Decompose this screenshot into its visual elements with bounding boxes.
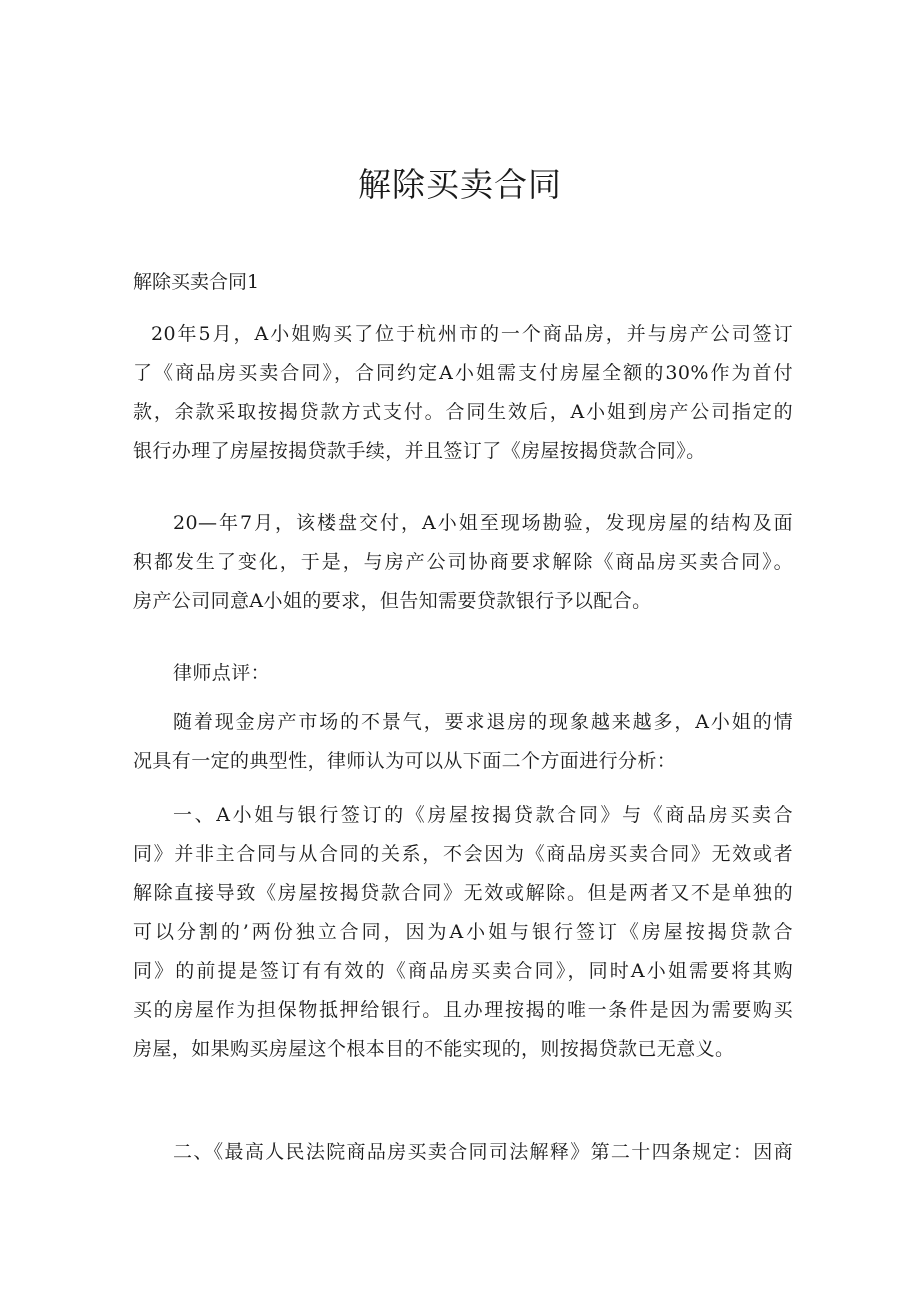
- section-heading: 解除买卖合同1: [133, 271, 260, 293]
- paragraph-4: [133, 703, 793, 781]
- paragraph-line: 20年5月，A小姐购买了位于杭州市的一个商品房，并与房产公司签订: [151, 323, 793, 345]
- paragraph-line: 款，余款采取按揭贷款方式支付。合同生效后，A小姐到房产公司指定的: [133, 401, 793, 423]
- paragraph-6: [133, 1133, 793, 1172]
- paragraph-line: 买的房屋作为担保物抵押给银行。且办理按揭的唯一条件是因为需要购买: [133, 999, 793, 1021]
- paragraph-1: [133, 315, 793, 471]
- paragraph-5: [133, 796, 793, 1069]
- paragraph-line: 解除直接导致《房屋按揭贷款合同》无效或解除。但是两者又不是单独的: [133, 882, 793, 904]
- paragraph-2: [133, 504, 793, 621]
- paragraph-line: 同》并非主合同与从合同的关系，不会因为《商品房买卖合同》无效或者: [133, 843, 793, 865]
- paragraph-line: 积都发生了变化，于是，与房产公司协商要求解除《商品房买卖合同》。: [133, 551, 793, 573]
- paragraph-line: 况具有一定的典型性，律师认为可以从下面二个方面进行分析：: [133, 750, 677, 772]
- paragraph-line: 了《商品房买卖合同》，合同约定A小姐需支付房屋全额的30%作为首付: [133, 362, 793, 384]
- paragraph-line: 房产公司同意A小姐的要求，但告知需要贷款银行予以配合。: [133, 590, 652, 612]
- paragraph-line: 房屋，如果购买房屋这个根本目的不能实现的，则按揭贷款已无意义。: [133, 1038, 735, 1060]
- paragraph-line: 可以分割的’两份独立合同，因为A小姐与银行签订《房屋按揭贷款合: [133, 921, 793, 943]
- paragraph-line: 20—年7月，该楼盘交付，A小姐至现场勘验，发现房屋的结构及面: [173, 512, 793, 534]
- paragraph-3: [133, 654, 793, 693]
- paragraph-line: 一、A小姐与银行签订的《房屋按揭贷款合同》与《商品房买卖合: [173, 804, 793, 826]
- paragraph-line: 二、《最高人民法院商品房买卖合同司法解释》第二十四条规定：因商: [173, 1141, 793, 1163]
- paragraph-line: 律师点评：: [173, 662, 271, 684]
- paragraph-line: 同》的前提是签订有有效的《商品房买卖合同》，同时A小姐需要将其购: [133, 960, 793, 982]
- paragraph-line: 随着现金房产市场的不景气，要求退房的现象越来越多，A小姐的情: [173, 711, 793, 733]
- page-title: 解除买卖合同: [358, 165, 562, 204]
- paragraph-line: 银行办理了房屋按揭贷款手续，并且签订了《房屋按揭贷款合同》。: [133, 440, 706, 462]
